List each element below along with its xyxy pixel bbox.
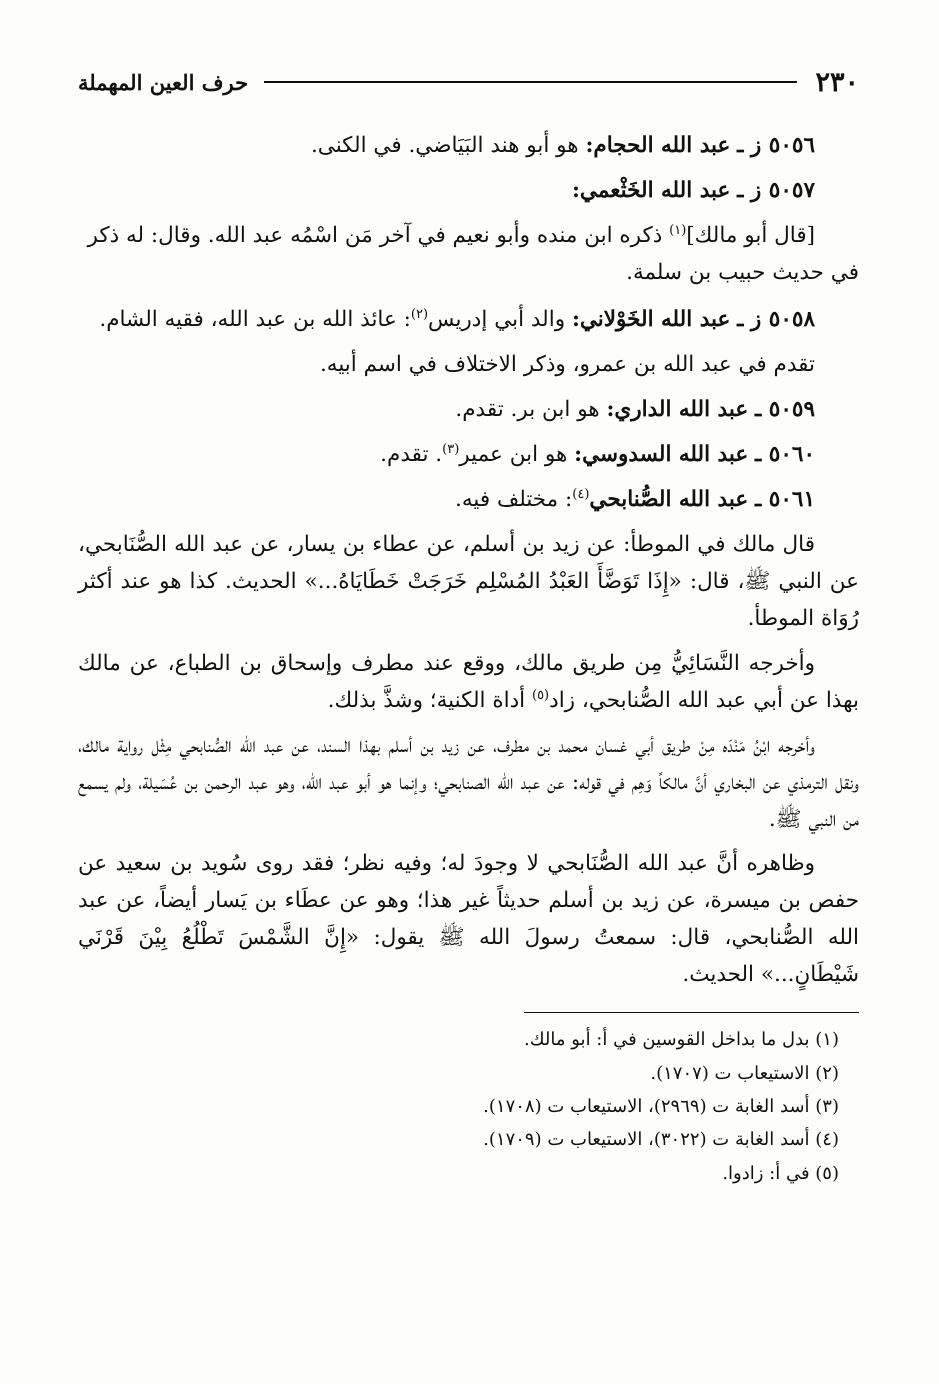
- bracket-lead: [قال أبو مالك]: [686, 222, 815, 248]
- entry-name: عبد الله الخَثْعمي:: [572, 177, 731, 203]
- entry-5059: [78, 392, 859, 429]
- footnote: (٥) في أ: زادوا.: [722, 1162, 839, 1184]
- entry-number: ٥٠٥٨ ز ـ: [737, 306, 815, 332]
- paragraph-text: تقدم في عبد الله بن عمرو، وذكر الاختلاف في اسم أبيه.: [319, 351, 815, 377]
- footnote-ref: (٣): [442, 441, 460, 457]
- header-rule: [264, 81, 797, 83]
- footnotes: [78, 1023, 859, 1189]
- paragraph-continuation: في حديث حبيب بن سلمة.: [626, 259, 859, 285]
- entry-5057: [78, 173, 859, 210]
- paragraph-text: وأخرجه النَّسَائِيُّ مِن طريق مالك، ووقع عند مطرف وإسحاق بن الطباع، عن مالك بهذا عن أبي عبد الله الصُّنابحي، زاد: [78, 650, 859, 713]
- footnote-ref: (٤): [572, 486, 590, 502]
- footnote-ref: (٢): [410, 306, 429, 322]
- entry-name: عبد الله الحجام:: [585, 133, 731, 158]
- entry-5056: [78, 128, 859, 165]
- paragraph: [78, 846, 859, 994]
- entry-number: ٥٠٦١ ـ: [755, 486, 815, 512]
- paragraph-text: ذكره ابن منده وأبو نعيم في آخر مَن اسْمُه عبد الله. وقال: له ذكر: [87, 222, 670, 248]
- entry-number: ٥٠٥٧ ز ـ: [737, 177, 815, 203]
- paragraph: [78, 527, 859, 638]
- bracket-paragraph: [78, 218, 859, 292]
- footnote: (٤) أسد الغابة ت (٣٠٢٢)، الاستيعاب ت (١٧٠٩).: [483, 1129, 839, 1151]
- entry-text: : مختلف فيه.: [454, 486, 573, 512]
- entry-name: عبد الله الصُّنابحي: [589, 486, 749, 512]
- paragraph-text: قال مالك في الموطأ: عن زيد بن أسلم، عن عطاء بن يسار، عن عبد الله الصُّنَابحي، عن النبي ﷺ، قال: «إِذَا تَوَضَّأَ العَبْدُ المُسْلِم خَرَجَتْ خَطَايَاهُ...» الحديث. كذا هو عند أكثر رُوَاة الموطأ.: [78, 531, 859, 631]
- chapter-title: حرف العين المهملة: [78, 69, 249, 95]
- entry-text: هو ابن بر. تقدم.: [455, 396, 607, 422]
- page-header: [78, 62, 859, 102]
- entry-5058: [78, 302, 859, 339]
- paragraph-text: وأخرجه ابْنُ مَنْدَه مِنْ طريق أبي غسان محمد بن مطرف، عن زيد بن أسلم بهذا السند، عن عبد الله الصُّنابحي مِثْل رواية مالك، ونقل الترمذي عن البخاري أنَّ مالكاً وَهِم في قوله: عن عبد الله الصنابحي؛ وإنما هو أبو عبد الله، وهو عبد الرحمن بن عُسَيلة، ولم يسمع من النبي ﷺ.: [78, 732, 859, 832]
- footnote: (٣) أسد الغابة ت (٢٩٦٩)، الاستيعاب ت (١٧٠٨).: [483, 1095, 839, 1117]
- entry-5060: [78, 437, 859, 474]
- entry-number: ٥٠٥٦ ز ـ: [737, 133, 815, 158]
- paragraph: [78, 728, 859, 839]
- entry-name: عبد الله السدوسي:: [574, 441, 749, 467]
- footnote-ref: (١): [669, 222, 687, 238]
- entry-name: عبد الله الداري:: [606, 396, 749, 422]
- entry-text: : عائذ الله بن عبد الله، فقيه الشام.: [99, 306, 411, 332]
- footnote: (١) بدل ما بداخل القوسين في أ: أبو مالك.: [524, 1029, 839, 1051]
- entry-name: عبد الله الخَوْلاني:: [571, 306, 731, 332]
- paragraph: [78, 646, 859, 720]
- entry-text: . تقدم.: [380, 441, 443, 467]
- entry-5061: [78, 482, 859, 519]
- main-text: [78, 128, 859, 994]
- footnote-ref: (٥): [531, 687, 550, 703]
- page-number: ٢٣٠: [815, 66, 859, 98]
- entry-number: ٥٠٥٩ ـ: [755, 396, 815, 422]
- paragraph-text: أداة الكنية؛ وشذَّ بذلك.: [327, 687, 532, 713]
- plain-line: [78, 347, 859, 384]
- entry-text: هو ابن عمير: [459, 441, 575, 467]
- footnote-separator: [524, 1012, 859, 1013]
- entry-text: هو أبو هند البَيَاضي. في الكنى.: [310, 133, 586, 158]
- footnote: (٢) الاستيعاب ت (١٧٠٧).: [650, 1062, 839, 1084]
- entry-number: ٥٠٦٠ ـ: [755, 441, 815, 467]
- paragraph-text: وظاهره أنَّ عبد الله الصُّنَابحي لا وجودَ له؛ وفيه نظر؛ فقد روى سُويد بن سعيد عن حفص بن ميسرة، عن زيد بن أسلم حديثاً غير هذا؛ وهو عن عطَاء بن يَسار أيضاً، عن عبد الله الصُّنابحي، قال: سمعتُ رسولَ الله ﷺ يقول: «إِنَّ الشَّمْسَ تَطْلُعُ بِيْنَ قَرْنَي شَيْطَانٍ...» الحديث.: [78, 851, 859, 988]
- entry-text: والد أبي إدريس: [428, 306, 572, 332]
